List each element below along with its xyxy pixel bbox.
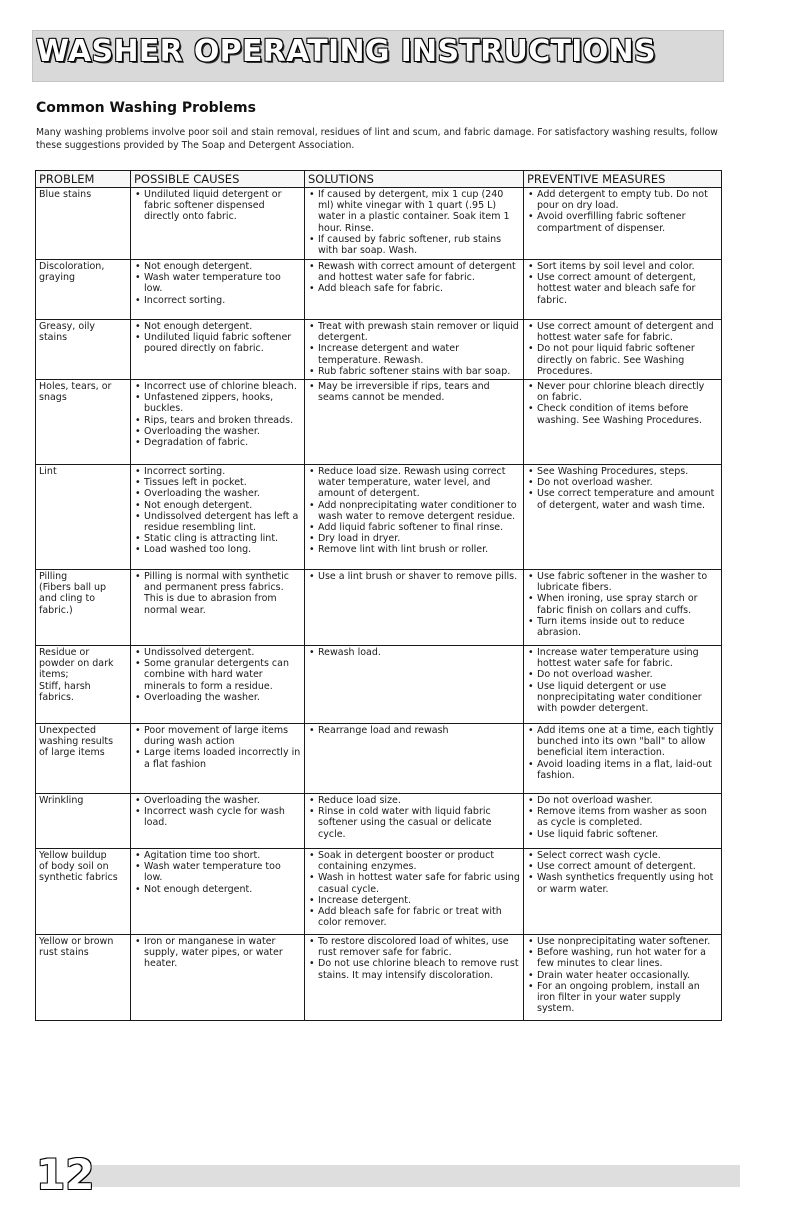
solutions-list — [308, 189, 520, 256]
preventive-list — [527, 261, 718, 306]
preventive-list — [527, 189, 718, 234]
list-item: • Use nonprecipitating water softener. — [527, 936, 718, 947]
causes-list — [134, 189, 301, 223]
problem-cell: Unexpected washing results of large items — [36, 724, 131, 794]
page-number-bar — [80, 1165, 740, 1187]
causes-cell — [131, 794, 305, 849]
table-row — [36, 646, 722, 724]
table-row — [36, 320, 722, 380]
list-item: • Treat with prewash stain remover or liquid detergent. — [308, 321, 520, 343]
list-item: • Do not overload washer. — [527, 477, 718, 488]
list-item: • Overloading the washer. — [134, 426, 301, 437]
list-item: • Undiluted liquid detergent or fabric softener dispensed directly onto fabric. — [134, 189, 301, 223]
header-solutions: SOLUTIONS — [305, 171, 524, 188]
list-item: • Reduce load size. Rewash using correct water temperature, water level, and amount of detergent. — [308, 466, 520, 500]
list-item: • Degradation of fabric. — [134, 437, 301, 448]
preventive-cell — [524, 935, 722, 1021]
list-item: • Use correct amount of detergent and hottest water safe for fabric. — [527, 321, 718, 343]
list-item: • Rinse in cold water with liquid fabric softener using the casual or delicate cycle. — [308, 806, 520, 840]
list-item: • Avoid loading items in a flat, laid-out fashion. — [527, 759, 718, 781]
causes-cell — [131, 320, 305, 380]
list-item: • To restore discolored load of whites, use rust remover safe for fabric. — [308, 936, 520, 958]
list-item: • Wash water temperature too low. — [134, 272, 301, 294]
table-header-row — [36, 171, 722, 188]
causes-list — [134, 795, 301, 829]
preventive-cell — [524, 320, 722, 380]
list-item: • If caused by detergent, mix 1 cup (240 ml) white vinegar with 1 quart (.95 L) water in a plastic container. Soak item 1 hour. Rinse. — [308, 189, 520, 234]
solutions-cell — [305, 935, 524, 1021]
list-item: • Use a lint brush or shaver to remove pills. — [308, 571, 520, 582]
list-item: • Add nonprecipitating water conditioner to wash water to remove detergent residue. — [308, 500, 520, 522]
causes-cell — [131, 260, 305, 320]
problem-cell: Blue stains — [36, 188, 131, 260]
list-item: • Not enough detergent. — [134, 261, 301, 272]
solutions-list — [308, 381, 520, 403]
list-item: • Undissolved detergent has left a residue resembling lint. — [134, 511, 301, 533]
solutions-cell — [305, 646, 524, 724]
preventive-cell — [524, 646, 722, 724]
table-row — [36, 570, 722, 646]
causes-list — [134, 261, 301, 306]
list-item: • Add detergent to empty tub. Do not pour on dry load. — [527, 189, 718, 211]
causes-cell — [131, 380, 305, 465]
solutions-list — [308, 725, 520, 736]
solutions-cell — [305, 320, 524, 380]
list-item: • Static cling is attracting lint. — [134, 533, 301, 544]
table-row — [36, 849, 722, 935]
list-item: • Sort items by soil level and color. — [527, 261, 718, 272]
list-item: • Incorrect use of chlorine bleach. — [134, 381, 301, 392]
list-item: • Rewash load. — [308, 647, 520, 658]
problem-cell: Wrinkling — [36, 794, 131, 849]
preventive-cell — [524, 570, 722, 646]
preventive-cell — [524, 849, 722, 935]
list-item: • Avoid overfilling fabric softener compartment of dispenser. — [527, 211, 718, 233]
causes-list — [134, 381, 301, 448]
preventive-cell — [524, 724, 722, 794]
list-item: • Undiluted liquid fabric softener poured directly on fabric. — [134, 332, 301, 354]
solutions-list — [308, 795, 520, 840]
list-item: • Do not pour liquid fabric softener directly on fabric. See Washing Procedures. — [527, 343, 718, 377]
causes-cell — [131, 570, 305, 646]
solutions-list — [308, 850, 520, 928]
table-row — [36, 380, 722, 465]
causes-cell — [131, 849, 305, 935]
list-item: • Not enough detergent. — [134, 500, 301, 511]
solutions-list — [308, 261, 520, 295]
causes-list — [134, 571, 301, 616]
list-item: • Agitation time too short. — [134, 850, 301, 861]
list-item: • Do not overload washer. — [527, 669, 718, 680]
causes-list — [134, 850, 301, 895]
solutions-list — [308, 936, 520, 981]
list-item: • See Washing Procedures, steps. — [527, 466, 718, 477]
preventive-list — [527, 571, 718, 638]
solutions-cell — [305, 849, 524, 935]
list-item: • Poor movement of large items during wash action — [134, 725, 301, 747]
causes-cell — [131, 724, 305, 794]
list-item: • Overloading the washer. — [134, 692, 301, 703]
list-item: • Before washing, run hot water for a few minutes to clear lines. — [527, 947, 718, 969]
table-row — [36, 724, 722, 794]
causes-list — [134, 725, 301, 770]
header-problem: PROBLEM — [36, 171, 131, 188]
list-item: • Reduce load size. — [308, 795, 520, 806]
list-item: • Incorrect wash cycle for wash load. — [134, 806, 301, 828]
solutions-cell — [305, 380, 524, 465]
list-item: • Increase water temperature using hottest water safe for fabric. — [527, 647, 718, 669]
list-item: • Do not use chlorine bleach to remove rust stains. It may intensify discoloration. — [308, 958, 520, 980]
problem-cell: Pilling (Fibers ball up and cling to fabric.) — [36, 570, 131, 646]
preventive-list — [527, 321, 718, 377]
problem-cell: Lint — [36, 465, 131, 570]
list-item: • Dry load in dryer. — [308, 533, 520, 544]
causes-list — [134, 936, 301, 970]
list-item: • Use correct amount of detergent. — [527, 861, 718, 872]
washing-problems-table — [35, 170, 722, 1021]
list-item: • Increase detergent. — [308, 895, 520, 906]
list-item: • Rewash with correct amount of detergent and hottest water safe for fabric. — [308, 261, 520, 283]
table-row — [36, 260, 722, 320]
list-item: • Do not overload washer. — [527, 795, 718, 806]
list-item: • Rub fabric softener stains with bar soap. — [308, 366, 520, 377]
list-item: • Remove items from washer as soon as cycle is completed. — [527, 806, 718, 828]
table-row — [36, 794, 722, 849]
solutions-list — [308, 466, 520, 556]
preventive-list — [527, 795, 718, 840]
preventive-list — [527, 381, 718, 426]
causes-cell — [131, 465, 305, 570]
list-item: • Drain water heater occasionally. — [527, 970, 718, 981]
list-item: • Add liquid fabric softener to final rinse. — [308, 522, 520, 533]
list-item: • When ironing, use spray starch or fabric finish on collars and cuffs. — [527, 593, 718, 615]
list-item: • Some granular detergents can combine with hard water minerals to form a residue. — [134, 658, 301, 692]
problem-cell: Yellow or brown rust stains — [36, 935, 131, 1021]
list-item: • Iron or manganese in water supply, water pipes, or water heater. — [134, 936, 301, 970]
list-item: • Wash water temperature too low. — [134, 861, 301, 883]
causes-list — [134, 321, 301, 355]
causes-list — [134, 647, 301, 703]
preventive-cell — [524, 260, 722, 320]
causes-cell — [131, 646, 305, 724]
solutions-list — [308, 321, 520, 377]
table-row — [36, 465, 722, 570]
solutions-list — [308, 571, 520, 582]
header-preventive-measures: PREVENTIVE MEASURES — [524, 171, 722, 188]
list-item: • Not enough detergent. — [134, 884, 301, 895]
list-item: • Rips, tears and broken threads. — [134, 415, 301, 426]
list-item: • For an ongoing problem, install an iron filter in your water supply system. — [527, 981, 718, 1015]
list-item: • If caused by fabric softener, rub stains with bar soap. Wash. — [308, 234, 520, 256]
list-item: • Wash synthetics frequently using hot or warm water. — [527, 872, 718, 894]
problem-cell: Yellow buildup of body soil on synthetic fabrics — [36, 849, 131, 935]
list-item: • Large items loaded incorrectly in a flat fashion — [134, 747, 301, 769]
solutions-cell — [305, 794, 524, 849]
causes-list — [134, 466, 301, 556]
list-item: • Soak in detergent booster or product containing enzymes. — [308, 850, 520, 872]
preventive-cell — [524, 794, 722, 849]
preventive-list — [527, 647, 718, 714]
intro-paragraph: Many washing problems involve poor soil and stain removal, residues of lint and scum, and fabric damage. For satisfactory washing results, follow these suggestions provided by The Soap and Detergent Association. — [36, 127, 718, 151]
preventive-cell — [524, 188, 722, 260]
table-row — [36, 935, 722, 1021]
list-item: • Increase detergent and water temperature. Rewash. — [308, 343, 520, 365]
list-item: • Add items one at a time, each tightly bunched into its own "ball" to allow beneficial item interaction. — [527, 725, 718, 759]
list-item: • Use fabric softener in the washer to lubricate fibers. — [527, 571, 718, 593]
page-title: WASHER OPERATING INSTRUCTIONS — [36, 34, 656, 69]
list-item: • Overloading the washer. — [134, 488, 301, 499]
causes-cell — [131, 935, 305, 1021]
list-item: • Load washed too long. — [134, 544, 301, 555]
list-item: • Remove lint with lint brush or roller. — [308, 544, 520, 555]
list-item: • Use correct temperature and amount of detergent, water and wash time. — [527, 488, 718, 510]
header-possible-causes: POSSIBLE CAUSES — [131, 171, 305, 188]
list-item: • Rearrange load and rewash — [308, 725, 520, 736]
list-item: • Incorrect sorting. — [134, 466, 301, 477]
solutions-list — [308, 647, 520, 658]
list-item: • Add bleach safe for fabric or treat with color remover. — [308, 906, 520, 928]
solutions-cell — [305, 465, 524, 570]
solutions-cell — [305, 724, 524, 794]
list-item: • Not enough detergent. — [134, 321, 301, 332]
problem-cell: Residue or powder on dark items; Stiff, harsh fabrics. — [36, 646, 131, 724]
problem-cell: Greasy, oily stains — [36, 320, 131, 380]
list-item: • Use liquid fabric softener. — [527, 829, 718, 840]
list-item: • Tissues left in pocket. — [134, 477, 301, 488]
list-item: • Use liquid detergent or use nonprecipitating water conditioner with powder detergent. — [527, 681, 718, 715]
solutions-cell — [305, 188, 524, 260]
list-item: • Unfastened zippers, hooks, buckles. — [134, 392, 301, 414]
list-item: • May be irreversible if rips, tears and seams cannot be mended. — [308, 381, 520, 403]
section-title: Common Washing Problems — [36, 100, 256, 116]
problem-cell: Discoloration, graying — [36, 260, 131, 320]
list-item: • Overloading the washer. — [134, 795, 301, 806]
list-item: • Wash in hottest water safe for fabric using casual cycle. — [308, 872, 520, 894]
preventive-list — [527, 850, 718, 895]
preventive-list — [527, 725, 718, 781]
table-row — [36, 188, 722, 260]
preventive-list — [527, 936, 718, 1014]
list-item: • Select correct wash cycle. — [527, 850, 718, 861]
preventive-cell — [524, 465, 722, 570]
table-body — [36, 188, 722, 1021]
preventive-list — [527, 466, 718, 511]
solutions-cell — [305, 260, 524, 320]
preventive-cell — [524, 380, 722, 465]
list-item: • Pilling is normal with synthetic and permanent press fabrics. This is due to abrasion from normal wear. — [134, 571, 301, 616]
list-item: • Add bleach safe for fabric. — [308, 283, 520, 294]
list-item: • Turn items inside out to reduce abrasion. — [527, 616, 718, 638]
page-number: 12 — [36, 1150, 95, 1199]
list-item: • Incorrect sorting. — [134, 295, 301, 306]
list-item: • Check condition of items before washing. See Washing Procedures. — [527, 403, 718, 425]
list-item: • Use correct amount of detergent, hottest water and bleach safe for fabric. — [527, 272, 718, 306]
solutions-cell — [305, 570, 524, 646]
causes-cell — [131, 188, 305, 260]
problem-cell: Holes, tears, or snags — [36, 380, 131, 465]
list-item: • Never pour chlorine bleach directly on fabric. — [527, 381, 718, 403]
list-item: • Undissolved detergent. — [134, 647, 301, 658]
